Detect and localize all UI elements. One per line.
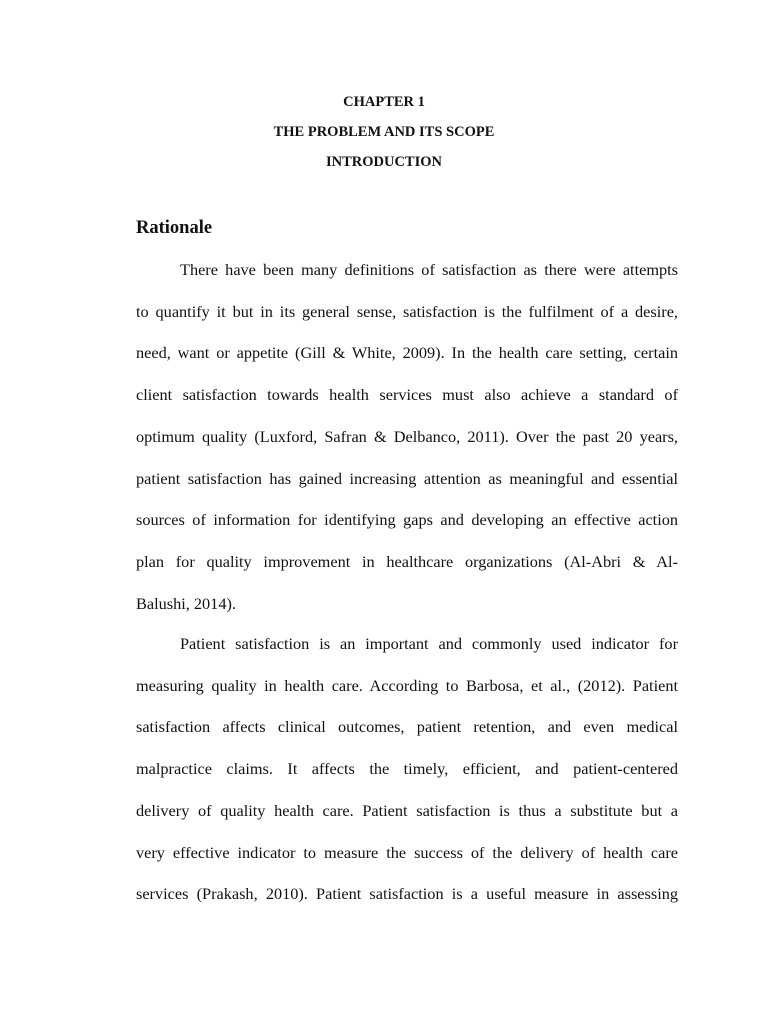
paragraph-line: There have been many definitions of satisfaction as there were attempts bbox=[180, 260, 678, 279]
chapter-title: THE PROBLEM AND ITS SCOPE bbox=[273, 124, 495, 140]
paragraph-line: plan for quality improvement in healthcare organizations (Al-Abri & Al- bbox=[136, 551, 678, 571]
paragraph-2 bbox=[136, 623, 678, 915]
paragraph-line: satisfaction affects clinical outcomes, patient retention, and even medical bbox=[136, 717, 678, 737]
paragraph-line: malpractice claims. It affects the timely, efficient, and patient-centered bbox=[136, 759, 678, 779]
paragraph-line: patient satisfaction has gained increasing attention as meaningful and essential bbox=[136, 468, 678, 488]
paragraph-line: services (Prakash, 2010). Patient satisfaction is a useful measure in assessing bbox=[136, 884, 678, 904]
chapter-number: CHAPTER 1 bbox=[343, 94, 425, 110]
paragraph-line: measuring quality in health care. According to Barbosa, et al., (2012). Patient bbox=[136, 675, 678, 695]
paragraph-line: optimum quality (Luxford, Safran & Delbanco, 2011). Over the past 20 years, bbox=[136, 426, 678, 446]
section-heading-introduction: INTRODUCTION bbox=[325, 154, 442, 170]
paragraph-line: client satisfaction towards health services must also achieve a standard of bbox=[136, 385, 678, 405]
paragraph-line: delivery of quality health care. Patient satisfaction is thus a substitute but a bbox=[136, 800, 678, 820]
paragraph-line: need, want or appetite (Gill & White, 2009). In the health care setting, certain bbox=[136, 343, 678, 363]
paragraph-line: Balushi, 2014). bbox=[136, 593, 236, 613]
paragraph-line: Patient satisfaction is an important and commonly used indicator for bbox=[180, 634, 678, 653]
rationale-heading: Rationale bbox=[136, 218, 213, 238]
paragraph-1 bbox=[136, 249, 678, 624]
paragraph-line: very effective indicator to measure the success of the delivery of health care bbox=[136, 842, 678, 862]
paragraph-line: sources of information for identifying gaps and developing an effective action bbox=[136, 510, 678, 530]
paragraph-line: to quantify it but in its general sense, satisfaction is the fulfilment of a desire, bbox=[136, 301, 678, 321]
